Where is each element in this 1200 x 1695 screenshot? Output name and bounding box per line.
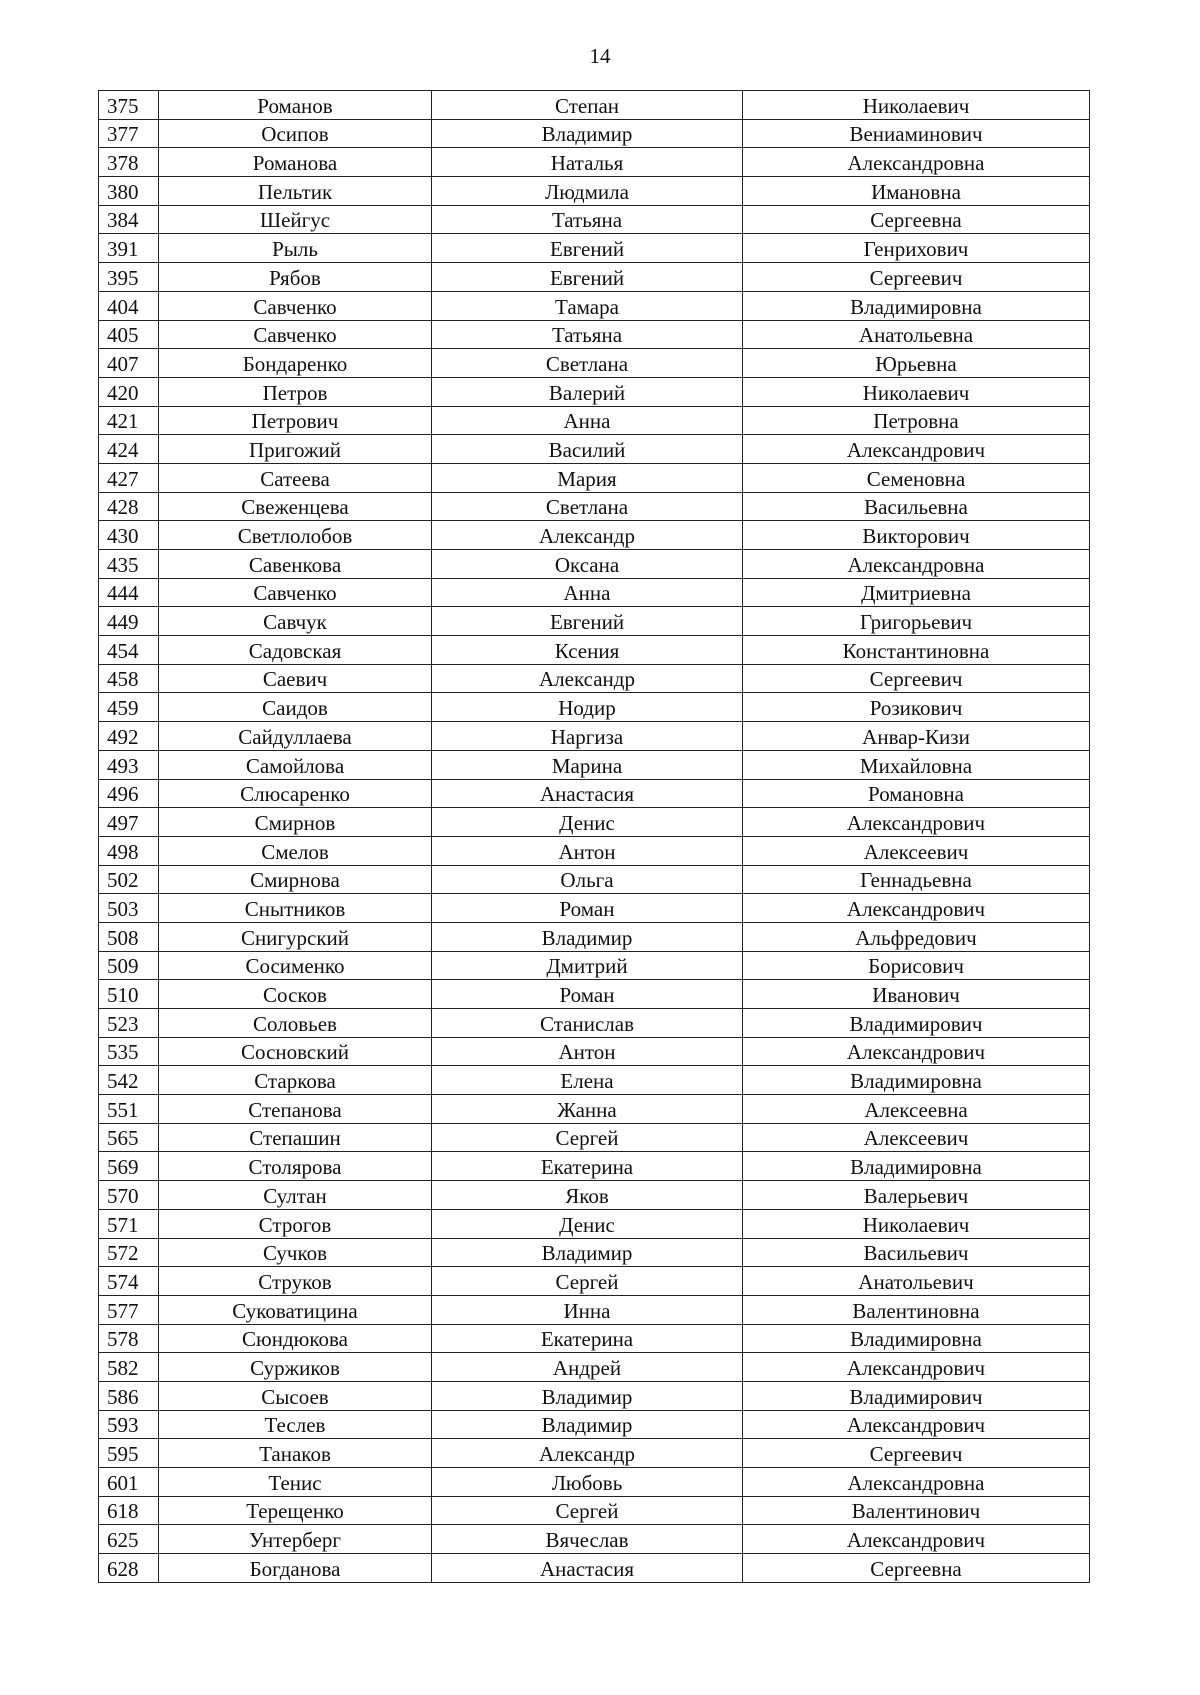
last-name-cell: Суржиков [159, 1353, 432, 1382]
patronymic-cell: Владимирович [743, 1009, 1090, 1038]
last-name-cell: Сосименко [159, 951, 432, 980]
table-row [99, 119, 1090, 148]
row-number-cell: 595 [99, 1439, 159, 1468]
table-row [99, 1295, 1090, 1324]
row-number-cell: 582 [99, 1353, 159, 1382]
row-number-cell: 618 [99, 1496, 159, 1525]
row-number-cell: 542 [99, 1066, 159, 1095]
patronymic-cell: Геннадьевна [743, 865, 1090, 894]
patronymic-cell: Александрович [743, 1525, 1090, 1554]
last-name-cell: Самойлова [159, 750, 432, 779]
patronymic-cell: Александрович [743, 1353, 1090, 1382]
table-row [99, 291, 1090, 320]
patronymic-cell: Валерьевич [743, 1181, 1090, 1210]
table-row [99, 435, 1090, 464]
row-number-cell: 497 [99, 808, 159, 837]
table-row [99, 1439, 1090, 1468]
patronymic-cell: Александрович [743, 435, 1090, 464]
table-row [99, 980, 1090, 1009]
last-name-cell: Светлолобов [159, 521, 432, 550]
table-row [99, 1381, 1090, 1410]
last-name-cell: Рыль [159, 234, 432, 263]
patronymic-cell: Владимирович [743, 1381, 1090, 1410]
last-name-cell: Сосновский [159, 1037, 432, 1066]
first-name-cell: Владимир [432, 1410, 743, 1439]
first-name-cell: Денис [432, 1209, 743, 1238]
first-name-cell: Марина [432, 750, 743, 779]
row-number-cell: 492 [99, 722, 159, 751]
patronymic-cell: Генрихович [743, 234, 1090, 263]
last-name-cell: Петров [159, 377, 432, 406]
last-name-cell: Свеженцева [159, 492, 432, 521]
table-row [99, 550, 1090, 579]
names-table [98, 90, 1090, 1583]
table-row [99, 1267, 1090, 1296]
first-name-cell: Тамара [432, 291, 743, 320]
first-name-cell: Анна [432, 578, 743, 607]
patronymic-cell: Николаевич [743, 377, 1090, 406]
first-name-cell: Ольга [432, 865, 743, 894]
table-row [99, 664, 1090, 693]
first-name-cell: Александр [432, 521, 743, 550]
first-name-cell: Александр [432, 664, 743, 693]
patronymic-cell: Альфредович [743, 922, 1090, 951]
table-row [99, 1181, 1090, 1210]
first-name-cell: Любовь [432, 1468, 743, 1497]
patronymic-cell: Юрьевна [743, 349, 1090, 378]
last-name-cell: Савченко [159, 578, 432, 607]
first-name-cell: Владимир [432, 922, 743, 951]
first-name-cell: Валерий [432, 377, 743, 406]
names-table-body [99, 91, 1090, 1583]
table-row [99, 1525, 1090, 1554]
patronymic-cell: Валентинович [743, 1496, 1090, 1525]
last-name-cell: Савенкова [159, 550, 432, 579]
last-name-cell: Танаков [159, 1439, 432, 1468]
first-name-cell: Наталья [432, 148, 743, 177]
last-name-cell: Пригожий [159, 435, 432, 464]
first-name-cell: Екатерина [432, 1152, 743, 1181]
last-name-cell: Снытников [159, 894, 432, 923]
first-name-cell: Анастасия [432, 1554, 743, 1583]
table-row [99, 1066, 1090, 1095]
patronymic-cell: Валентиновна [743, 1295, 1090, 1324]
row-number-cell: 628 [99, 1554, 159, 1583]
patronymic-cell: Розикович [743, 693, 1090, 722]
table-row [99, 808, 1090, 837]
last-name-cell: Снигурский [159, 922, 432, 951]
first-name-cell: Сергей [432, 1123, 743, 1152]
last-name-cell: Шейгус [159, 205, 432, 234]
table-row [99, 750, 1090, 779]
last-name-cell: Теслев [159, 1410, 432, 1439]
row-number-cell: 493 [99, 750, 159, 779]
patronymic-cell: Сергеевич [743, 263, 1090, 292]
last-name-cell: Романов [159, 91, 432, 120]
last-name-cell: Смирнова [159, 865, 432, 894]
row-number-cell: 430 [99, 521, 159, 550]
table-row [99, 91, 1090, 120]
row-number-cell: 378 [99, 148, 159, 177]
row-number-cell: 570 [99, 1181, 159, 1210]
table-row [99, 205, 1090, 234]
first-name-cell: Денис [432, 808, 743, 837]
table-row [99, 463, 1090, 492]
row-number-cell: 391 [99, 234, 159, 263]
patronymic-cell: Васильевна [743, 492, 1090, 521]
last-name-cell: Струков [159, 1267, 432, 1296]
patronymic-cell: Александровна [743, 148, 1090, 177]
row-number-cell: 375 [99, 91, 159, 120]
row-number-cell: 625 [99, 1525, 159, 1554]
patronymic-cell: Сергеевна [743, 205, 1090, 234]
row-number-cell: 508 [99, 922, 159, 951]
patronymic-cell: Анатольевна [743, 320, 1090, 349]
first-name-cell: Станислав [432, 1009, 743, 1038]
patronymic-cell: Романовна [743, 779, 1090, 808]
last-name-cell: Саевич [159, 664, 432, 693]
last-name-cell: Смелов [159, 836, 432, 865]
row-number-cell: 574 [99, 1267, 159, 1296]
last-name-cell: Сатеева [159, 463, 432, 492]
first-name-cell: Роман [432, 980, 743, 1009]
patronymic-cell: Сергеевич [743, 664, 1090, 693]
row-number-cell: 424 [99, 435, 159, 464]
row-number-cell: 571 [99, 1209, 159, 1238]
last-name-cell: Слюсаренко [159, 779, 432, 808]
first-name-cell: Татьяна [432, 205, 743, 234]
table-row [99, 636, 1090, 665]
row-number-cell: 586 [99, 1381, 159, 1410]
table-row [99, 177, 1090, 206]
patronymic-cell: Алексеевич [743, 1123, 1090, 1152]
first-name-cell: Антон [432, 836, 743, 865]
table-row [99, 1209, 1090, 1238]
patronymic-cell: Семеновна [743, 463, 1090, 492]
last-name-cell: Терещенко [159, 1496, 432, 1525]
patronymic-cell: Александрович [743, 1410, 1090, 1439]
first-name-cell: Наргиза [432, 722, 743, 751]
table-row [99, 349, 1090, 378]
first-name-cell: Евгений [432, 607, 743, 636]
patronymic-cell: Владимировна [743, 291, 1090, 320]
first-name-cell: Елена [432, 1066, 743, 1095]
table-row [99, 779, 1090, 808]
table-row [99, 693, 1090, 722]
table-row [99, 1353, 1090, 1382]
first-name-cell: Людмила [432, 177, 743, 206]
row-number-cell: 578 [99, 1324, 159, 1353]
row-number-cell: 496 [99, 779, 159, 808]
table-row [99, 1095, 1090, 1124]
row-number-cell: 458 [99, 664, 159, 693]
last-name-cell: Рябов [159, 263, 432, 292]
row-number-cell: 454 [99, 636, 159, 665]
row-number-cell: 572 [99, 1238, 159, 1267]
first-name-cell: Екатерина [432, 1324, 743, 1353]
last-name-cell: Осипов [159, 119, 432, 148]
patronymic-cell: Григорьевич [743, 607, 1090, 636]
row-number-cell: 395 [99, 263, 159, 292]
first-name-cell: Ксения [432, 636, 743, 665]
first-name-cell: Инна [432, 1295, 743, 1324]
patronymic-cell: Владимировна [743, 1324, 1090, 1353]
patronymic-cell: Викторович [743, 521, 1090, 550]
table-row [99, 578, 1090, 607]
first-name-cell: Андрей [432, 1353, 743, 1382]
row-number-cell: 593 [99, 1410, 159, 1439]
table-row [99, 377, 1090, 406]
first-name-cell: Василий [432, 435, 743, 464]
first-name-cell: Владимир [432, 119, 743, 148]
patronymic-cell: Александровна [743, 1468, 1090, 1497]
first-name-cell: Сергей [432, 1496, 743, 1525]
last-name-cell: Султан [159, 1181, 432, 1210]
row-number-cell: 377 [99, 119, 159, 148]
last-name-cell: Савченко [159, 291, 432, 320]
first-name-cell: Евгений [432, 263, 743, 292]
patronymic-cell: Владимировна [743, 1152, 1090, 1181]
row-number-cell: 503 [99, 894, 159, 923]
table-row [99, 1410, 1090, 1439]
first-name-cell: Степан [432, 91, 743, 120]
patronymic-cell: Александрович [743, 894, 1090, 923]
row-number-cell: 420 [99, 377, 159, 406]
patronymic-cell: Дмитриевна [743, 578, 1090, 607]
last-name-cell: Степанова [159, 1095, 432, 1124]
patronymic-cell: Алексеевич [743, 836, 1090, 865]
table-row [99, 1496, 1090, 1525]
table-row [99, 1037, 1090, 1066]
last-name-cell: Петрович [159, 406, 432, 435]
patronymic-cell: Александрович [743, 808, 1090, 837]
table-row [99, 1554, 1090, 1583]
first-name-cell: Дмитрий [432, 951, 743, 980]
row-number-cell: 435 [99, 550, 159, 579]
row-number-cell: 569 [99, 1152, 159, 1181]
table-row [99, 320, 1090, 349]
row-number-cell: 449 [99, 607, 159, 636]
last-name-cell: Савченко [159, 320, 432, 349]
last-name-cell: Сучков [159, 1238, 432, 1267]
patronymic-cell: Николаевич [743, 91, 1090, 120]
row-number-cell: 407 [99, 349, 159, 378]
last-name-cell: Романова [159, 148, 432, 177]
patronymic-cell: Имановна [743, 177, 1090, 206]
table-row [99, 951, 1090, 980]
first-name-cell: Оксана [432, 550, 743, 579]
first-name-cell: Сергей [432, 1267, 743, 1296]
patronymic-cell: Анвар-Кизи [743, 722, 1090, 751]
first-name-cell: Светлана [432, 349, 743, 378]
table-row [99, 1324, 1090, 1353]
last-name-cell: Строгов [159, 1209, 432, 1238]
first-name-cell: Антон [432, 1037, 743, 1066]
first-name-cell: Яков [432, 1181, 743, 1210]
row-number-cell: 523 [99, 1009, 159, 1038]
patronymic-cell: Константиновна [743, 636, 1090, 665]
last-name-cell: Пельтик [159, 177, 432, 206]
first-name-cell: Мария [432, 463, 743, 492]
first-name-cell: Светлана [432, 492, 743, 521]
table-row [99, 1009, 1090, 1038]
last-name-cell: Савчук [159, 607, 432, 636]
row-number-cell: 380 [99, 177, 159, 206]
row-number-cell: 510 [99, 980, 159, 1009]
first-name-cell: Александр [432, 1439, 743, 1468]
last-name-cell: Тенис [159, 1468, 432, 1497]
table-row [99, 865, 1090, 894]
row-number-cell: 502 [99, 865, 159, 894]
table-row [99, 263, 1090, 292]
first-name-cell: Роман [432, 894, 743, 923]
row-number-cell: 427 [99, 463, 159, 492]
patronymic-cell: Владимировна [743, 1066, 1090, 1095]
row-number-cell: 577 [99, 1295, 159, 1324]
row-number-cell: 509 [99, 951, 159, 980]
row-number-cell: 421 [99, 406, 159, 435]
patronymic-cell: Васильевич [743, 1238, 1090, 1267]
table-row [99, 922, 1090, 951]
last-name-cell: Сайдуллаева [159, 722, 432, 751]
table-row [99, 1152, 1090, 1181]
row-number-cell: 404 [99, 291, 159, 320]
table-row [99, 492, 1090, 521]
last-name-cell: Бондаренко [159, 349, 432, 378]
table-row [99, 148, 1090, 177]
table-row [99, 894, 1090, 923]
row-number-cell: 384 [99, 205, 159, 234]
row-number-cell: 428 [99, 492, 159, 521]
last-name-cell: Степашин [159, 1123, 432, 1152]
first-name-cell: Владимир [432, 1381, 743, 1410]
last-name-cell: Суковатицина [159, 1295, 432, 1324]
last-name-cell: Столярова [159, 1152, 432, 1181]
row-number-cell: 498 [99, 836, 159, 865]
row-number-cell: 565 [99, 1123, 159, 1152]
page-number: 14 [589, 44, 611, 68]
patronymic-cell: Алексеевна [743, 1095, 1090, 1124]
table-row [99, 1123, 1090, 1152]
first-name-cell: Жанна [432, 1095, 743, 1124]
patronymic-cell: Анатольевич [743, 1267, 1090, 1296]
first-name-cell: Владимир [432, 1238, 743, 1267]
table-row [99, 607, 1090, 636]
row-number-cell: 459 [99, 693, 159, 722]
row-number-cell: 444 [99, 578, 159, 607]
last-name-cell: Смирнов [159, 808, 432, 837]
first-name-cell: Татьяна [432, 320, 743, 349]
first-name-cell: Вячеслав [432, 1525, 743, 1554]
first-name-cell: Анна [432, 406, 743, 435]
patronymic-cell: Иванович [743, 980, 1090, 1009]
patronymic-cell: Михайловна [743, 750, 1090, 779]
patronymic-cell: Вениаминович [743, 119, 1090, 148]
last-name-cell: Сысоев [159, 1381, 432, 1410]
table-row [99, 722, 1090, 751]
row-number-cell: 551 [99, 1095, 159, 1124]
last-name-cell: Сюндюкова [159, 1324, 432, 1353]
patronymic-cell: Сергеевна [743, 1554, 1090, 1583]
table-row [99, 836, 1090, 865]
patronymic-cell: Петровна [743, 406, 1090, 435]
row-number-cell: 601 [99, 1468, 159, 1497]
table-row [99, 521, 1090, 550]
patronymic-cell: Николаевич [743, 1209, 1090, 1238]
patronymic-cell: Александрович [743, 1037, 1090, 1066]
last-name-cell: Богданова [159, 1554, 432, 1583]
last-name-cell: Унтерберг [159, 1525, 432, 1554]
last-name-cell: Соловьев [159, 1009, 432, 1038]
first-name-cell: Анастасия [432, 779, 743, 808]
last-name-cell: Старкова [159, 1066, 432, 1095]
row-number-cell: 535 [99, 1037, 159, 1066]
last-name-cell: Садовская [159, 636, 432, 665]
patronymic-cell: Борисович [743, 951, 1090, 980]
patronymic-cell: Александровна [743, 550, 1090, 579]
table-row [99, 406, 1090, 435]
last-name-cell: Сосков [159, 980, 432, 1009]
patronymic-cell: Сергеевич [743, 1439, 1090, 1468]
table-row [99, 1468, 1090, 1497]
first-name-cell: Нодир [432, 693, 743, 722]
last-name-cell: Саидов [159, 693, 432, 722]
table-row [99, 234, 1090, 263]
first-name-cell: Евгений [432, 234, 743, 263]
row-number-cell: 405 [99, 320, 159, 349]
table-row [99, 1238, 1090, 1267]
